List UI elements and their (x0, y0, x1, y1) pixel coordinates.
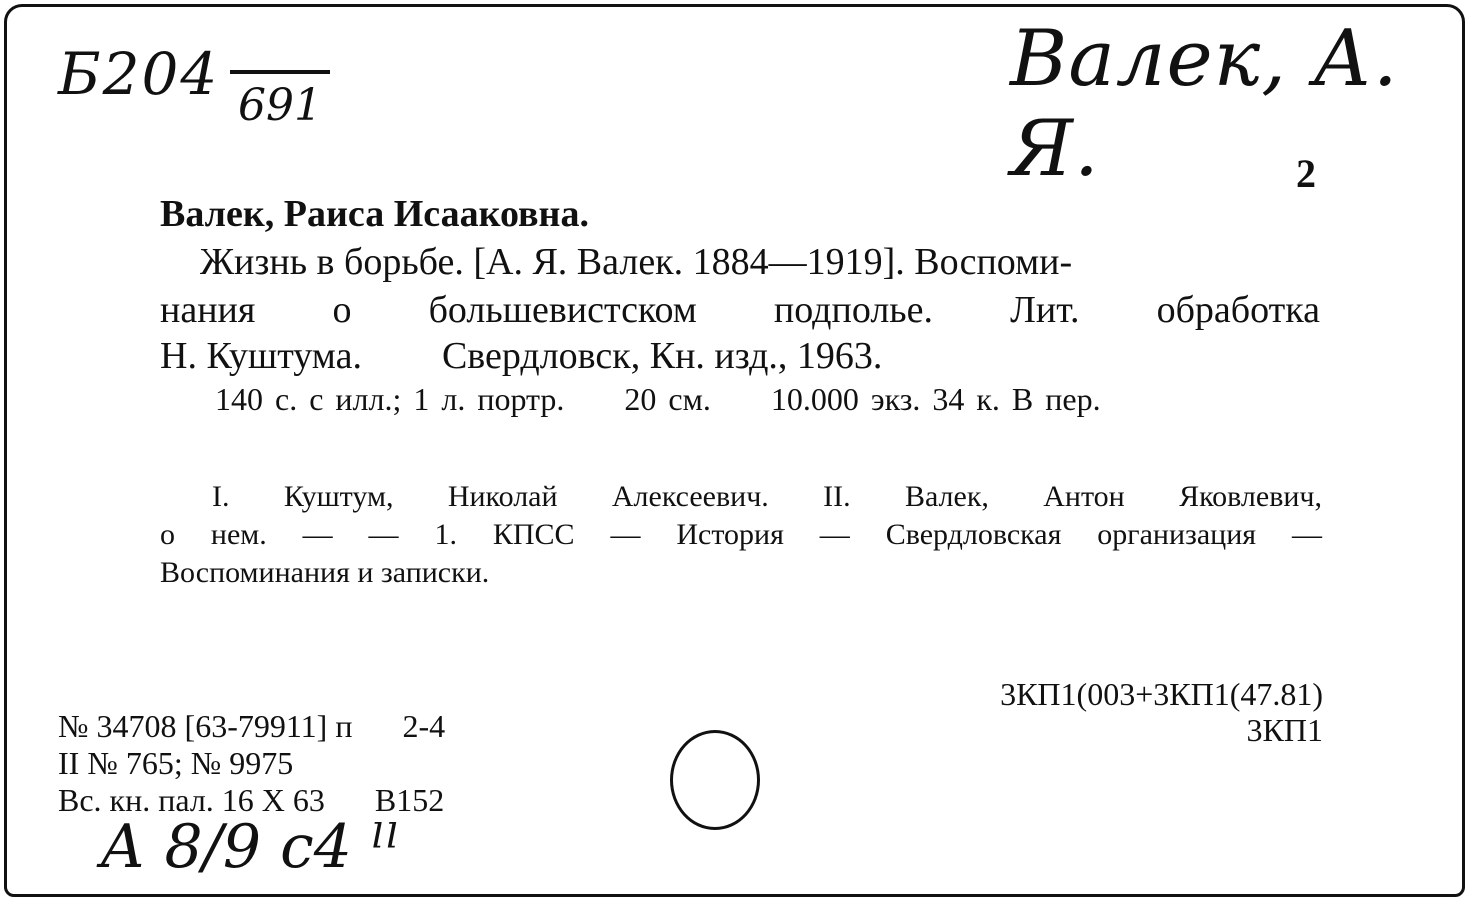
tracings (160, 478, 1322, 592)
imprint-chamber: Вс. кн. пал. 16 X 63 (58, 782, 325, 818)
imprint-code: B152 (374, 782, 445, 818)
physical-description (215, 381, 1101, 418)
imprint-group: 2-4 (402, 708, 446, 744)
physical-size: 20 см. (624, 381, 711, 417)
entry-title-line-2: нания о большевистском подполье. Лит. обработка (160, 289, 1320, 331)
entry-title-line-1: Жизнь в борьбе. [А. Я. Валек. 1884—1919]. Воспоми- (200, 241, 1073, 283)
tracing-line-3: Воспоминания и записки. (160, 556, 490, 589)
classification-line-1: 3КП1(003+3КП1(47.81) (1000, 676, 1323, 712)
handwritten-fraction: 691 (230, 70, 330, 131)
tracing-line-1: I. Куштум, Николай Алексеевич. II. Валек, Антон Яковлевич, (212, 480, 1322, 513)
handwritten-shelf-code: Б204 (58, 40, 220, 108)
tracing-line-2: о нем. — — 1. КПСС — История — Свердловская организация — (160, 518, 1322, 551)
entry-editor: Н. Куштума. (160, 335, 362, 377)
card-number: 2 (1296, 151, 1316, 196)
imprint-line-1 (58, 708, 445, 745)
entry-heading: Валек, Раиса Исааковна. (160, 193, 589, 235)
imprint-number: № 34708 [63-79911] п (58, 708, 353, 744)
classification-line-2: 3КП1 (1246, 712, 1323, 748)
entry-title-line-3 (160, 334, 1320, 378)
entry-publication: Свердловск, Кн. изд., 1963. (441, 335, 883, 377)
handwritten-bottom-note: А 8/9 с4 ˡˡ (100, 812, 401, 882)
card-punch-hole (670, 730, 760, 830)
physical-edition: 10.000 экз. 34 к. В пер. (770, 381, 1101, 417)
imprint-line-2: II № 765; № 9975 (58, 745, 294, 781)
handwritten-author: Валек, А. Я. (1010, 14, 1399, 194)
physical-pages: 140 с. с илл.; 1 л. портр. (215, 381, 565, 417)
